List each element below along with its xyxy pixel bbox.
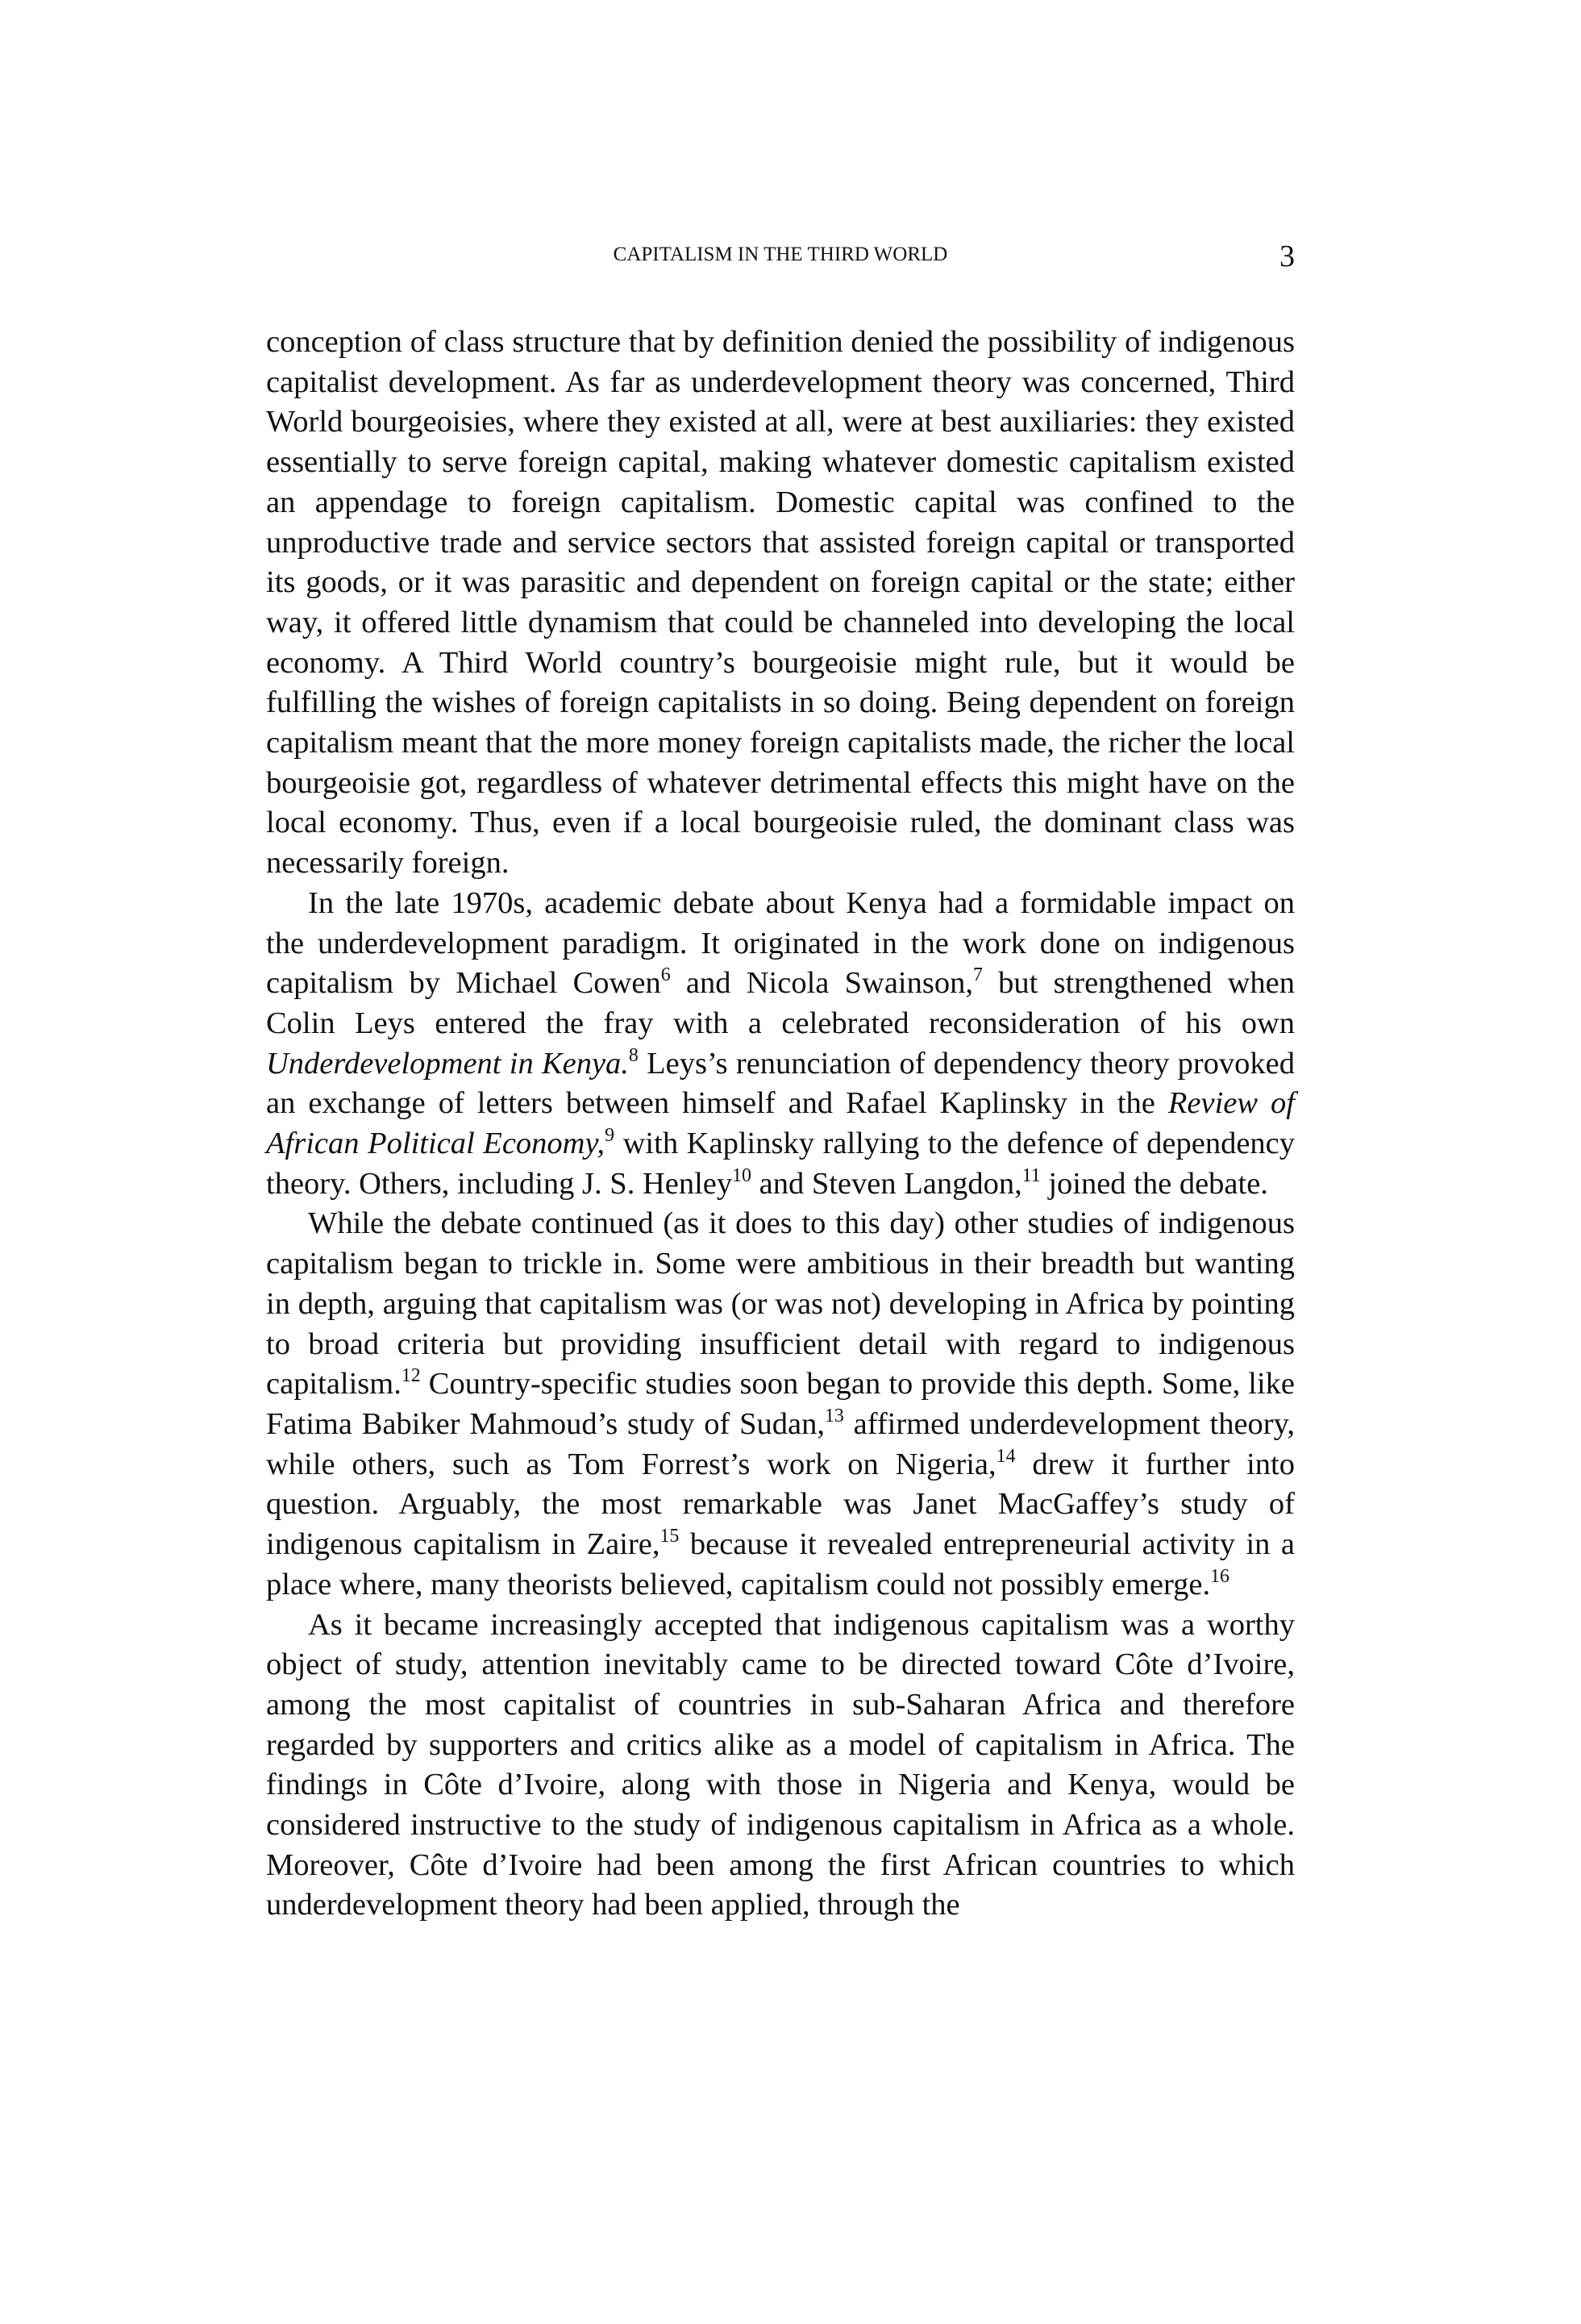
paragraph-2 [266, 884, 1295, 1205]
paragraph-3 [266, 1204, 1295, 1605]
text-run: affirmed underdevelopment theory, while others, such as Tom Forrest’s work on Nigeria, [266, 1406, 1295, 1481]
journal-title-review-of-african-political-economy: Review of African Political Economy, [266, 1086, 1295, 1161]
text-run: but strengthened when Colin Leys entered the fray with a celebrated reconsideration of his own [266, 966, 1295, 1040]
book-title-underdevelopment-in-kenya: Underdevelopment in Kenya. [266, 1046, 629, 1081]
footnote-ref-6: 6 [660, 964, 671, 986]
body-text [266, 323, 1295, 1926]
paragraph-1 [266, 323, 1295, 884]
footnote-ref-13: 13 [824, 1405, 844, 1426]
text-run: with Kaplinsky rallying to the defence of dependency theory. Others, including J. S. Henley [266, 1127, 1295, 1201]
text-run: drew it further into question. Arguably, the most remarkable was Janet MacGaffey’s study of indigenous capitalism in Zaire, [266, 1447, 1296, 1562]
footnote-ref-16: 16 [1210, 1565, 1229, 1587]
footnote-ref-9: 9 [605, 1125, 614, 1147]
footnote-ref-7: 7 [972, 964, 983, 986]
paragraph-1-text: conception of class structure that by definition denied the possibility of indigenous capitalist development. As far as underdevelopment theory was concerned, Third World bourgeoisies, where they existed at all, were at best auxiliaries: they existed essentially to serve foreign capital, making whatever domestic capitalism existed an appendage to foreign capitalism. Domestic capital was confined to the unproductive trade and service sectors that assisted foreign capital or transported its goods, or it was parasitic and dependent on foreign capital or the state; either way, it offered little dynamism that could be channeled into developing the local economy. A Third World country’s bourgeoisie might rule, but it would be fulfilling the wishes of foreign capitalists in so doing. Being dependent on foreign capitalism meant that the more money foreign capitalists made, the richer the local bourgeoisie got, regardless of whatever detrimental effects this might have on the local economy. Thus, even if a local bourgeoisie ruled, the dominant class was necessarily foreign. [266, 325, 1295, 881]
text-run: and Nicola Swainson, [670, 966, 973, 1001]
text-run: joined the debate. [1040, 1166, 1268, 1201]
running-title: CAPITALISM IN THE THIRD WORLD [613, 244, 948, 265]
footnote-ref-10: 10 [732, 1164, 751, 1186]
text-run: Leys’s renunciation of dependency theory provoked an exchange of letters between himself and Rafael Kaplinsky in the [266, 1046, 1295, 1121]
page-number: 3 [1279, 239, 1295, 273]
footnote-ref-12: 12 [401, 1365, 421, 1387]
text-run: because it revealed entrepreneurial activity in a place where, many theorists believed, capitalism could not possibly emerge. [266, 1527, 1295, 1601]
paragraph-4 [266, 1606, 1295, 1926]
paragraph-4-text: As it became increasingly accepted that indigenous capitalism was a worthy object of study, attention inevitably came to be directed toward Côte d’Ivoire, among the most capitalist of countries in sub-Saharan Africa and therefore regarded by supporters and critics alike as a model of capitalism in Africa. The findings in Côte d’Ivoire, along with those in Nigeria and Kenya, would be considered instructive to the study of indigenous capitalism in Africa as a whole. Moreover, Côte d’Ivoire had been among the first African countries to which underdevelopment theory had been applied, through the [266, 1607, 1295, 1922]
text-run: In the late 1970s, academic debate about Kenya had a formidable impact on the underdevelopment paradigm. It originated in the work done on indigenous capitalism by Michael Cowen [266, 885, 1295, 1001]
text-run: While the debate continued (as it does to this day) other studies of indigenous capitalism began to trickle in. Some were ambitious in their breadth but wanting in depth, arguing that capitalism was (or was not) developing in Africa by pointing to broad criteria but providing insufficient detail with regard to indigenous capitalism. [266, 1206, 1295, 1401]
running-header [266, 239, 1295, 277]
footnote-ref-15: 15 [659, 1526, 680, 1547]
text-run: and Steven Langdon, [751, 1166, 1022, 1201]
footnote-ref-8: 8 [628, 1044, 639, 1066]
footnote-ref-11: 11 [1021, 1164, 1041, 1186]
text-run: Country-specific studies soon began to provide this depth. Some, like Fatima Babiker Mahmoud’s study of Sudan, [266, 1367, 1295, 1441]
footnote-ref-14: 14 [996, 1445, 1016, 1467]
